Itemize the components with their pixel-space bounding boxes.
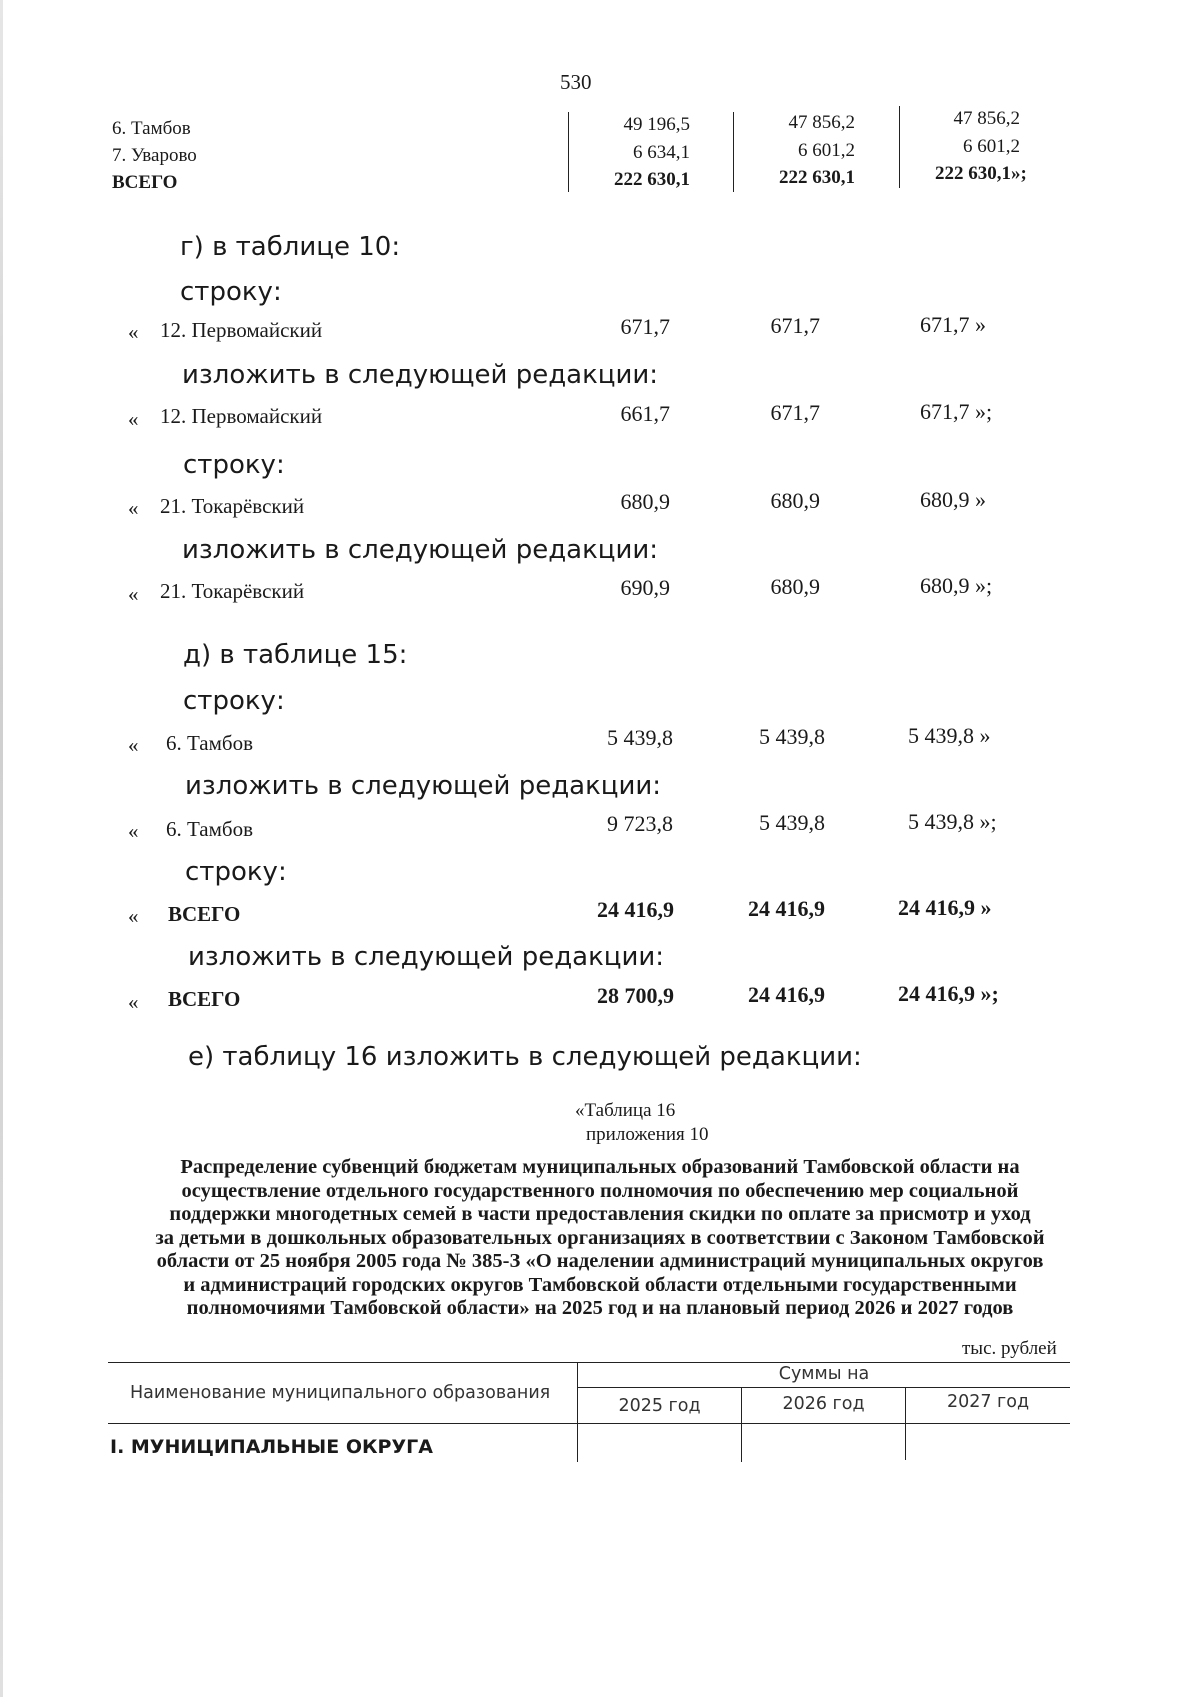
row-value: 671,7 » (920, 312, 986, 337)
header-bottom-border (108, 1423, 1070, 1424)
row-intro: строку: (183, 450, 285, 480)
row-value: 6 601,2 (963, 136, 1020, 157)
total-value: 24 416,9 » (898, 895, 992, 920)
total-label: ВСЕГО (112, 172, 178, 193)
total-value: 24 416,9 »; (898, 981, 999, 1006)
header-year: 2027 год (946, 1392, 1030, 1412)
row-name: 12. Первомайский (160, 318, 323, 342)
header-sums: Суммы на (778, 1364, 870, 1384)
row-name: 6. Тамбов (112, 118, 191, 139)
total-value: 24 416,9 (748, 982, 825, 1007)
row-value: 680,9 (770, 488, 820, 513)
page-number: 530 (560, 70, 592, 94)
section-heading-municipal-districts: I. МУНИЦИПАЛЬНЫЕ ОКРУГА (110, 1436, 433, 1458)
row-name: 7. Уварово (112, 145, 197, 166)
section-g-heading: г) в таблице 10: (180, 232, 401, 262)
row-value: 671,7 (770, 400, 820, 425)
title-line: области от 25 ноября 2005 года № 385-З «О наделении администраций муниципальных округов (156, 1250, 1044, 1272)
row-value: 690,9 (620, 575, 670, 600)
replace-intro: изложить в следующей редакции: (182, 360, 659, 390)
row-value: 5 439,8 (759, 724, 825, 749)
row-value: 661,7 (620, 401, 670, 426)
header-year: 2025 год (618, 1396, 701, 1416)
row-name: 12. Первомайский (160, 404, 323, 428)
open-quote: « (128, 407, 139, 431)
replace-intro: изложить в следующей редакции: (182, 535, 659, 565)
row-name: 6. Тамбов (166, 817, 254, 841)
row-value: 671,7 (620, 314, 670, 339)
row-value: 680,9 »; (920, 573, 993, 598)
row-value: 9 723,8 (607, 811, 673, 836)
open-quote: « (128, 320, 139, 344)
table-caption-appendix: приложения 10 (586, 1124, 709, 1145)
total-value: 24 416,9 (748, 896, 825, 921)
open-quote: « (128, 990, 139, 1014)
title-line: и администраций городских округов Тамбовской области отдельными государственными (183, 1273, 1017, 1296)
row-value: 680,9 (770, 574, 820, 599)
row-intro: строку: (183, 686, 285, 716)
scan-edge (0, 0, 3, 1697)
total-label: ВСЕГО (168, 902, 241, 926)
row-name: 21. Токарёвский (160, 494, 305, 518)
row-value: 671,7 »; (920, 399, 993, 424)
row-value: 680,9 (620, 489, 670, 514)
total-value: 28 700,9 (597, 983, 674, 1008)
table-border-top (108, 1362, 1070, 1363)
open-quote: « (128, 582, 139, 606)
row-value: 5 439,8 »; (908, 809, 997, 834)
row-name: 6. Тамбов (166, 731, 254, 755)
row-value: 5 439,8 » (908, 723, 991, 748)
header-divider (578, 1387, 1070, 1388)
total-value: 222 630,1 (614, 169, 690, 190)
row-name: 21. Токарёвский (160, 579, 305, 603)
row-value: 47 856,2 (953, 108, 1020, 129)
title-line: осуществление отдельного государственного полномочия по обеспечению мер социальной (181, 1179, 1019, 1202)
open-quote: « (128, 496, 139, 520)
header-year: 2026 год (782, 1394, 865, 1414)
title-line: поддержки многодетных семей в части предоставления скидки по оплате за присмотр и уход (169, 1203, 1031, 1225)
total-label: ВСЕГО (168, 987, 241, 1011)
table-title (100, 1156, 1100, 1321)
open-quote: « (128, 904, 139, 928)
row-value: 49 196,5 (623, 114, 690, 135)
total-value: 222 630,1»; (935, 163, 1027, 184)
total-value: 222 630,1 (779, 167, 855, 188)
table-caption: «Таблица 16 (575, 1100, 676, 1121)
row-value: 6 601,2 (798, 140, 855, 161)
row-value: 671,7 (770, 313, 820, 338)
row-value: 47 856,2 (788, 112, 855, 133)
replace-intro: изложить в следующей редакции: (188, 942, 665, 972)
row-value: 6 634,1 (633, 142, 690, 163)
header-name: Наименование муниципального образования (130, 1383, 551, 1403)
replace-intro: изложить в следующей редакции: (185, 771, 662, 801)
section-d-heading: д) в таблице 15: (183, 640, 408, 670)
open-quote: « (128, 819, 139, 843)
open-quote: « (128, 733, 139, 757)
row-value: 5 439,8 (759, 810, 825, 835)
title-line: Распределение субвенций бюджетам муниципальных образований Тамбовской области на (180, 1156, 1020, 1178)
units-label: тыс. рублей (962, 1338, 1057, 1359)
row-intro: строку: (180, 277, 282, 307)
title-line: полномочиями Тамбовской области» на 2025 год и на плановый период 2026 и 2027 годов (186, 1297, 1014, 1319)
row-value: 5 439,8 (607, 725, 673, 750)
row-value: 680,9 » (920, 487, 986, 512)
title-line: за детьми в дошкольных образовательных организациях в соответствии с Законом Тамбовской (155, 1226, 1045, 1249)
row-intro: строку: (185, 857, 287, 887)
section-e-heading: е) таблицу 16 изложить в следующей редакции: (188, 1042, 862, 1072)
total-value: 24 416,9 (597, 897, 674, 922)
